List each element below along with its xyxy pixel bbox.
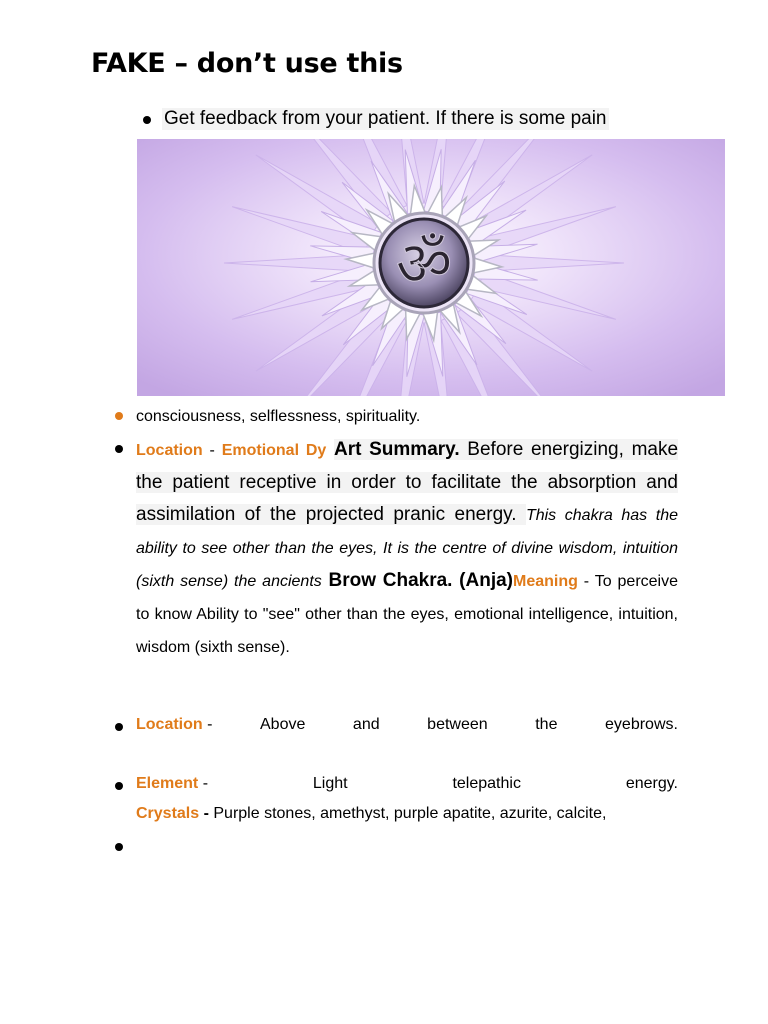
crown-chakra-image	[137, 139, 725, 396]
element-row	[136, 775, 678, 793]
feedback-line: Get feedback from your patient. If there is some pain	[164, 108, 607, 129]
element-word: energy.	[625, 775, 678, 792]
consciousness-line: consciousness, selflessness, spirituality.	[136, 408, 421, 425]
page-title: FAKE – don’t use this	[91, 48, 403, 79]
italic-description: This chakra has the ability to see other than the eyes, It is the centre of divine wisdom, intuition (sixth sense) the ancients	[136, 507, 679, 590]
bullet-icon	[115, 445, 123, 453]
element-row-label: Element	[136, 775, 199, 792]
bullet-icon	[115, 843, 123, 851]
chakra-lotus-graphic	[137, 139, 725, 396]
location-word: and	[352, 716, 380, 733]
crystals-line	[136, 805, 606, 823]
separator: -	[207, 716, 213, 733]
location-word: between	[427, 716, 488, 733]
location-row	[136, 716, 678, 734]
bullet-icon	[115, 412, 123, 420]
location-label: Location	[136, 442, 203, 459]
summary-paragraph	[136, 434, 678, 664]
separator: -	[202, 442, 222, 459]
location-word: the	[535, 716, 558, 733]
summary-text: Before energizing, make the patient receptive in order to facilitate the absorption and assimilation of the projected pranic energy.	[136, 439, 679, 525]
separator: -	[202, 775, 209, 792]
crystals-text: Purple stones, amethyst, purple apatite, azurite, calcite,	[213, 805, 607, 822]
location-word: Above	[260, 716, 306, 733]
brow-chakra-heading: Brow Chakra. (Anja)	[328, 570, 514, 591]
separator: -	[199, 805, 214, 822]
element-word: Light	[312, 775, 348, 792]
bullet-icon	[115, 723, 123, 731]
meaning-label: Meaning	[513, 573, 578, 590]
emotional-label: Emotional Dy	[221, 442, 327, 459]
bullet-icon	[143, 116, 151, 124]
om-symbol: ॐ	[395, 227, 453, 300]
crystals-label: Crystals	[136, 805, 200, 822]
bullet-icon	[115, 782, 123, 790]
element-word: telepathic	[452, 775, 521, 792]
art-summary-heading: Art Summary.	[334, 439, 460, 460]
meaning-text: - To perceive to know Ability to "see" other than the eyes, emotional intelligence, intuition, wisdom (sixth sense).	[136, 573, 679, 656]
location-row-label: Location	[136, 716, 203, 733]
location-word: eyebrows.	[605, 716, 678, 733]
